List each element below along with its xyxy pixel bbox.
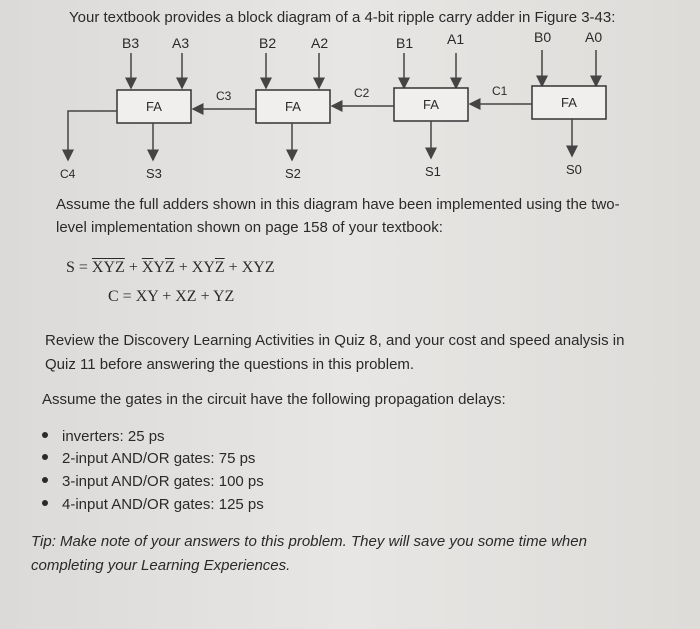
carry-c1-label: C1 [492,84,508,98]
full-adder-0 [470,29,606,177]
delays-intro: Assume the gates in the circuit have the following propagation delays: [42,391,506,408]
ripple-carry-diagram [0,0,700,200]
delay-3-input: 3-input AND/OR gates: 100 ps [62,473,264,490]
assume-text-line2: level implementation shown on page 158 of your textbook: [56,219,443,236]
review-text-line1: Review the Discovery Learning Activities in Quiz 8, and your cost and speed analysis in [45,332,625,349]
full-adder-1 [332,31,468,179]
delay-2-input: 2-input AND/OR gates: 75 ps [62,450,256,467]
sum-s3-label: S3 [146,166,162,181]
sum-s2-label: S2 [285,166,301,181]
full-adder-3-label: FA [146,99,162,114]
delay-inverters: inverters: 25 ps [62,428,165,445]
input-a2-label: A2 [311,35,329,51]
plus-2: + [174,259,192,276]
carry-c3-label-visible: C3 [216,89,232,103]
input-a3-label: A3 [172,35,190,51]
delay-item [42,496,264,513]
term2-y: Y [153,259,165,276]
carry-c4-arrow [68,111,117,160]
tip-text-line2: completing your Learning Experiences. [31,557,291,574]
intro-text: Your textbook provides a block diagram of a 4-bit ripple carry adder in Figure 3-43: [69,9,616,26]
tip-text-line1: Tip: Make note of your answers to this problem. They will save you some time when [31,533,587,550]
delay-item [42,473,264,490]
review-text-line2: Quiz 11 before answering the questions in this problem. [45,356,415,373]
sum-equation [66,259,275,277]
term1-x: $\overline{X}$ [91,259,104,276]
carry-c2-label: C2 [354,86,370,100]
plus-3: + [224,259,242,276]
input-b0-label: B0 [534,29,552,45]
full-adder-0-label: FA [561,95,577,110]
full-adder-2 [193,35,330,181]
term1-yz: $\overline{YZ}$ [103,259,125,276]
full-adder-1-label: FA [423,97,439,112]
sum-s0-label: S0 [566,162,582,177]
carry-equation: C = XY + XZ + YZ [108,288,235,305]
sum-s1-label: S1 [425,164,441,179]
input-a0-label: A0 [585,29,603,45]
input-a1-label: A1 [447,31,465,47]
input-b3-label: B3 [122,35,140,51]
full-adder-2-label: FA [285,99,301,114]
input-b1-label: B1 [396,35,414,51]
delay-item [42,450,255,467]
term3-xy: XY [191,259,215,276]
term2-z: $\overline{Z}$ [164,259,175,276]
input-b2-label: B2 [259,35,277,51]
term4-xyz: XYZ [241,259,275,276]
carry-c4-label: C4 [60,167,76,181]
sum-lhs: S = [66,259,92,276]
assume-text-line1: Assume the full adders shown in this diagram have been implemented using the two- [56,196,620,213]
plus-1: + [124,259,142,276]
delay-item [42,428,165,445]
full-adder-3 [60,35,191,181]
term2-x: $\overline{X}$ [141,259,154,276]
term3-z: $\overline{Z}$ [214,259,225,276]
delay-4-input: 4-input AND/OR gates: 125 ps [62,496,264,513]
